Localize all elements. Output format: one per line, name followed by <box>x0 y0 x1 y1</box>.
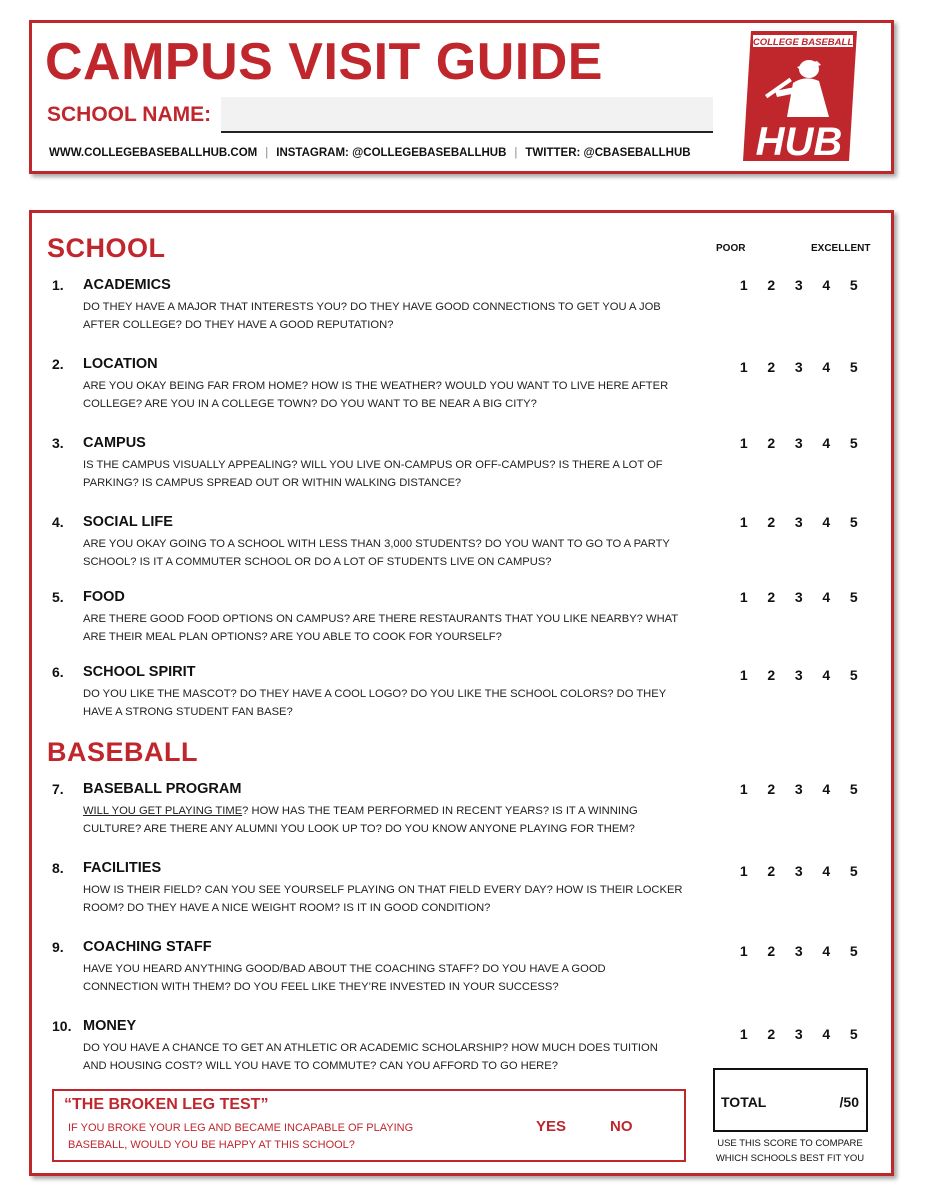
item-name: FOOD <box>83 589 125 605</box>
total-max: /50 <box>839 1094 859 1110</box>
rating-option[interactable]: 5 <box>849 589 858 605</box>
social-links <box>49 147 691 159</box>
rating-option[interactable]: 4 <box>822 863 831 879</box>
rating-option[interactable]: 5 <box>849 435 858 451</box>
scale-low-label: POOR <box>716 243 746 254</box>
total-note: USE THIS SCORE TO COMPARE WHICH SCHOOLS BEST FIT YOU <box>715 1138 865 1164</box>
rating-option[interactable]: 2 <box>767 1026 776 1042</box>
rating-scale <box>730 863 868 879</box>
item-description-text: ? HOW HAS THE TEAM PERFORMED IN RECENT YEARS? IS IT A WINNING CULTURE? ARE THERE ANY ALUMNI YOU LOOK UP TO? DO YOU KNOW ANYONE PLAYING FOR THEM? <box>83 805 638 835</box>
rating-option[interactable]: 5 <box>849 781 858 797</box>
item-description: DO YOU LIKE THE MASCOT? DO THEY HAVE A COOL LOGO? DO YOU LIKE THE SCHOOL COLORS? DO THEY HAVE A STRONG STUDENT FAN BASE? <box>83 688 666 718</box>
item-name: SCHOOL SPIRIT <box>83 664 196 680</box>
section-title-baseball: BASEBALL <box>47 737 198 767</box>
school-name-input[interactable] <box>221 97 713 133</box>
rating-option[interactable]: 3 <box>794 667 803 683</box>
broken-leg-title: “THE BROKEN LEG TEST” <box>64 1096 269 1113</box>
item-number: 2. <box>52 356 64 372</box>
rating-option[interactable]: 1 <box>739 359 748 375</box>
item-number: 1. <box>52 277 64 293</box>
item-name: MONEY <box>83 1018 137 1034</box>
rating-option[interactable]: 4 <box>822 781 831 797</box>
item-description <box>83 802 683 838</box>
rating-option[interactable]: 2 <box>767 863 776 879</box>
scale-high-label: EXCELLENT <box>811 243 871 254</box>
rating-scale <box>730 435 868 451</box>
rating-option[interactable]: 4 <box>822 589 831 605</box>
instagram-link[interactable]: INSTAGRAM: @COLLEGEBASEBALLHUB <box>276 147 507 159</box>
rating-option[interactable]: 4 <box>822 667 831 683</box>
item-number: 6. <box>52 664 64 680</box>
rating-option[interactable]: 1 <box>739 589 748 605</box>
item-description: ARE YOU OKAY GOING TO A SCHOOL WITH LESS THAN 3,000 STUDENTS? DO YOU WANT TO GO TO A PARTY SCHOOL? IS IT A COMMUTER SCHOOL OR DO A LOT OF STUDENTS LIVE ON CAMPUS? <box>83 538 670 568</box>
yes-option[interactable]: YES <box>536 1118 567 1135</box>
rating-option[interactable]: 2 <box>767 277 776 293</box>
item-number: 9. <box>52 939 64 955</box>
item-name: BASEBALL PROGRAM <box>83 781 242 797</box>
rating-option[interactable]: 2 <box>767 781 776 797</box>
rating-option[interactable]: 4 <box>822 359 831 375</box>
rating-option[interactable]: 4 <box>822 435 831 451</box>
rating-option[interactable]: 1 <box>739 667 748 683</box>
logo-bottom-text: HUB <box>755 120 843 161</box>
no-option[interactable]: NO <box>610 1118 633 1135</box>
college-baseball-hub-logo <box>743 31 857 161</box>
rating-option[interactable]: 2 <box>767 943 776 959</box>
rating-option[interactable]: 3 <box>794 943 803 959</box>
item-name: ACADEMICS <box>83 277 171 293</box>
rating-option[interactable]: 1 <box>739 435 748 451</box>
item-description: DO YOU HAVE A CHANCE TO GET AN ATHLETIC OR ACADEMIC SCHOLARSHIP? HOW MUCH DOES TUITION AND HOUSING COST? WILL YOU HAVE TO COMMUTE? CAN YOU AFFORD TO GO HERE? <box>83 1042 658 1072</box>
school-name-label: SCHOOL NAME: <box>47 103 212 126</box>
item-description: DO THEY HAVE A MAJOR THAT INTERESTS YOU? DO THEY HAVE GOOD CONNECTIONS TO GET YOU A JOB AFTER COLLEGE? DO THEY HAVE A GOOD REPUTATION? <box>83 301 661 331</box>
separator: | <box>265 147 269 159</box>
header-panel <box>29 20 894 174</box>
rating-option[interactable]: 1 <box>739 514 748 530</box>
twitter-link[interactable]: TWITTER: @CBASEBALLHUB <box>525 147 691 159</box>
item-name: FACILITIES <box>83 860 162 876</box>
rating-option[interactable]: 2 <box>767 514 776 530</box>
rating-option[interactable]: 5 <box>849 277 858 293</box>
rating-option[interactable]: 4 <box>822 277 831 293</box>
logo-top-text: COLLEGE BASEBALL <box>752 37 854 48</box>
rating-option[interactable]: 5 <box>849 359 858 375</box>
rating-option[interactable]: 2 <box>767 667 776 683</box>
item-name: CAMPUS <box>83 435 146 451</box>
item-number: 5. <box>52 589 64 605</box>
rating-option[interactable]: 1 <box>739 1026 748 1042</box>
item-description: HAVE YOU HEARD ANYTHING GOOD/BAD ABOUT THE COACHING STAFF? DO YOU HAVE A GOOD CONNECTION WITH THEM? DO YOU FEEL LIKE THEY’RE INVESTED IN YOUR SUCCESS? <box>83 963 606 993</box>
rating-scale <box>730 277 868 293</box>
rating-option[interactable]: 3 <box>794 514 803 530</box>
rating-option[interactable]: 3 <box>794 435 803 451</box>
rating-option[interactable]: 2 <box>767 589 776 605</box>
item-description: HOW IS THEIR FIELD? CAN YOU SEE YOURSELF PLAYING ON THAT FIELD EVERY DAY? HOW IS THEIR LOCKER ROOM? DO THEY HAVE A NICE WEIGHT ROOM? IS IT IN GOOD CONDITION? <box>83 884 683 914</box>
rating-option[interactable]: 5 <box>849 943 858 959</box>
item-number: 7. <box>52 781 64 797</box>
rating-option[interactable]: 3 <box>794 781 803 797</box>
rating-option[interactable]: 4 <box>822 943 831 959</box>
rating-scale <box>730 667 868 683</box>
rating-scale <box>730 781 868 797</box>
total-label: TOTAL <box>721 1094 767 1110</box>
item-number: 8. <box>52 860 64 876</box>
page-title: CAMPUS VISIT GUIDE <box>45 33 603 91</box>
rating-option[interactable]: 5 <box>849 667 858 683</box>
item-description: IS THE CAMPUS VISUALLY APPEALING? WILL YOU LIVE ON-CAMPUS OR OFF-CAMPUS? IS THERE A LOT OF PARKING? IS CAMPUS SPREAD OUT OR WITHIN WALKING DISTANCE? <box>83 459 663 489</box>
rating-option[interactable]: 1 <box>739 943 748 959</box>
rating-option[interactable]: 3 <box>794 1026 803 1042</box>
rating-option[interactable]: 2 <box>767 435 776 451</box>
item-description: ARE THERE GOOD FOOD OPTIONS ON CAMPUS? ARE THERE RESTAURANTS THAT YOU LIKE NEARBY? WHAT ARE THEIR MEAL PLAN OPTIONS? ARE YOU ABLE TO COOK FOR YOURSELF? <box>83 613 678 643</box>
broken-leg-question: IF YOU BROKE YOUR LEG AND BECAME INCAPABLE OF PLAYING BASEBALL, WOULD YOU BE HAPPY AT THIS SCHOOL? <box>68 1122 414 1151</box>
rating-scale <box>730 589 868 605</box>
item-name: LOCATION <box>83 356 158 372</box>
item-number: 10. <box>52 1018 72 1034</box>
rating-scale <box>730 943 868 959</box>
rating-option[interactable]: 1 <box>739 863 748 879</box>
rating-option[interactable]: 1 <box>739 781 748 797</box>
broken-leg-test <box>52 1089 686 1162</box>
rating-option[interactable]: 5 <box>849 863 858 879</box>
rating-option[interactable]: 2 <box>767 359 776 375</box>
rating-option[interactable]: 5 <box>849 1026 858 1042</box>
rating-option[interactable]: 3 <box>794 359 803 375</box>
total-score-box[interactable] <box>713 1068 868 1132</box>
rating-scale <box>730 1026 868 1042</box>
rating-option[interactable]: 4 <box>822 1026 831 1042</box>
rating-scale <box>730 514 868 530</box>
item-description: ARE YOU OKAY BEING FAR FROM HOME? HOW IS THE WEATHER? WOULD YOU WANT TO LIVE HERE AFTER COLLEGE? ARE YOU IN A COLLEGE TOWN? DO YOU WANT TO BE NEAR A BIG CITY? <box>83 380 669 410</box>
item-name: COACHING STAFF <box>83 939 212 955</box>
rating-panel <box>29 210 894 1176</box>
rating-scale <box>730 359 868 375</box>
rating-option[interactable]: 3 <box>794 863 803 879</box>
website-link[interactable]: WWW.COLLEGEBASEBALLHUB.COM <box>49 147 258 159</box>
section-title-school: SCHOOL <box>47 233 166 263</box>
item-number: 4. <box>52 514 64 530</box>
item-name: SOCIAL LIFE <box>83 514 173 530</box>
separator: | <box>514 147 518 159</box>
rating-option[interactable]: 5 <box>849 514 858 530</box>
item-number: 3. <box>52 435 64 451</box>
item-description-emphasis: WILL YOU GET PLAYING TIME <box>83 805 243 817</box>
rating-option[interactable]: 3 <box>794 589 803 605</box>
rating-option[interactable]: 4 <box>822 514 831 530</box>
rating-option[interactable]: 1 <box>739 277 748 293</box>
rating-option[interactable]: 3 <box>794 277 803 293</box>
